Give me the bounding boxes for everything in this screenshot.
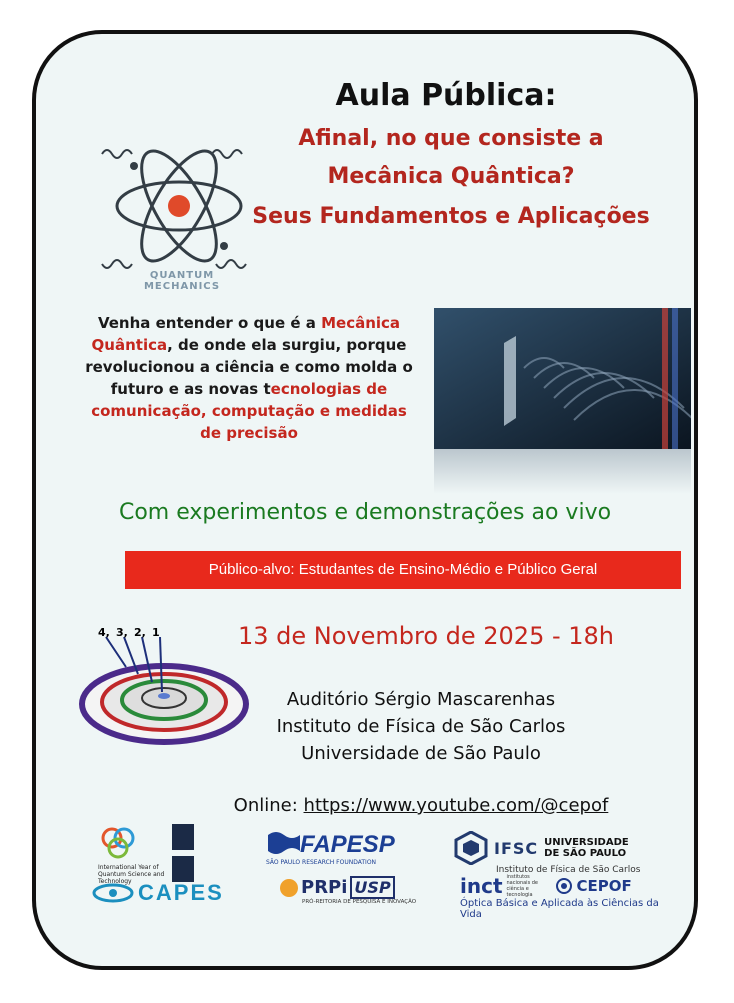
cepof-name: CEPOF (576, 877, 632, 895)
inct-sub: Óptica Básica e Aplicada às Ciências da Vida (460, 898, 659, 920)
intro-highlight-2: ecnologias de comunicação, computação e medidas de precisão (91, 380, 407, 442)
image-reflection (434, 449, 691, 494)
inct-name: inct (460, 874, 503, 898)
iqst-label: International Year of Quantum Science and Technology (98, 864, 165, 885)
ifsc-sub: Instituto de Física de São Carlos (496, 865, 641, 875)
capes-name: CAPES (138, 880, 224, 905)
intro-part-1: Venha entender o que é a (97, 314, 322, 332)
ring-label-3: 3, (116, 626, 128, 639)
fapesp-name: FAPESP (300, 831, 395, 858)
inct-cepof-logo (460, 874, 675, 920)
ring-label-4: 4, (98, 626, 110, 639)
iqst-badge-1 (172, 824, 194, 850)
prpi-name: PRPi (301, 877, 348, 898)
ifsc-name: IFSC (494, 838, 539, 858)
ifsc-usp-logo (454, 831, 664, 875)
page-title: Aula Pública: (335, 78, 557, 113)
online-label: Online: (233, 795, 304, 816)
audience-banner: Público-alvo: Estudantes de Ensino-Médio e Público Geral (125, 551, 681, 589)
venue-line-1: Auditório Sérgio Mascarenhas (286, 689, 556, 710)
subtitle-line-2: Mecânica Quântica? (327, 164, 575, 189)
subtitle-line-1: Afinal, no que consiste a (298, 126, 604, 151)
prpi-usp-logo (280, 876, 420, 916)
inct-small-text: institutos nacionais de ciência e tecnologia (506, 874, 539, 898)
online-line (186, 795, 656, 816)
fapesp-flag-icon (266, 831, 300, 859)
ifsc-emblem-icon (454, 831, 488, 865)
usp-line-2: DE SÃO PAULO (544, 848, 627, 859)
intro-highlight-1: Mecânica Quântica (91, 314, 401, 354)
iqst-icon (98, 824, 138, 860)
intro-part-2: , de onde ela surgiu, porque revolucionou a ciência e como molda o futuro e as novas t (85, 336, 413, 398)
poster (32, 30, 698, 970)
venue-block (236, 686, 606, 767)
wave-diffraction-image (434, 308, 691, 449)
prpi-sub: PRÓ-REITORIA DE PESQUISA E INOVAÇÃO (302, 899, 417, 905)
intro-text (84, 312, 414, 444)
capes-icon (92, 882, 134, 904)
fapesp-logo (266, 831, 426, 879)
live-demo-line: Com experimentos e demonstrações ao vivo (118, 500, 612, 525)
venue-line-3: Universidade de São Paulo (301, 743, 541, 764)
venue-line-2: Instituto de Física de São Carlos (276, 716, 566, 737)
usp-name (544, 837, 629, 859)
event-date: 13 de Novembro de 2025 - 18h (237, 622, 615, 650)
atom-icon (94, 124, 264, 294)
iqst-logo (98, 824, 178, 884)
fapesp-sub: SÃO PAULO RESEARCH FOUNDATION (266, 859, 377, 866)
rings-illustration (76, 622, 251, 757)
ring-label-2: 2, (134, 626, 146, 639)
prpi-icon (280, 879, 298, 897)
usp-logo: USP (350, 876, 394, 899)
cepof-icon (555, 877, 573, 895)
quantum-mechanics-label: QUANTUM MECHANICS (143, 270, 221, 292)
capes-logo (92, 876, 252, 910)
ring-label-1: 1 (152, 626, 160, 639)
youtube-link[interactable]: https://www.youtube.com/@cepof (303, 795, 609, 816)
subtitle-line-3: Seus Fundamentos e Aplicações (252, 204, 650, 229)
usp-line-1: UNIVERSIDADE (544, 837, 629, 848)
